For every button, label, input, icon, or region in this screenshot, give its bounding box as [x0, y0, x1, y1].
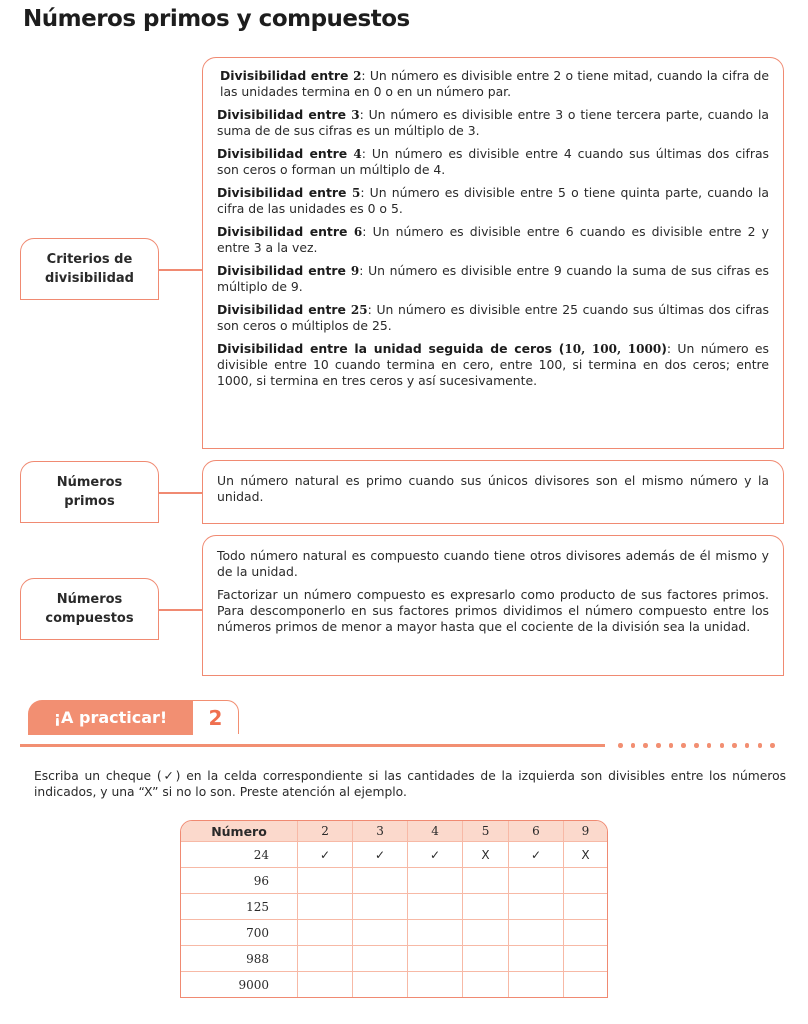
answer-cell: X — [563, 842, 607, 868]
compuestos-connector — [159, 609, 202, 611]
criterio-item: Divisibilidad entre 6: Un número es divisible entre 6 cuando es divisible entre 2 y entre 3 a la vez. — [217, 224, 770, 255]
answer-cell[interactable] — [408, 894, 463, 920]
answer-cell: ✓ — [508, 842, 563, 868]
primos-content-box — [202, 460, 784, 524]
compuestos-label-box — [20, 578, 159, 640]
answer-cell: ✓ — [353, 842, 408, 868]
answer-cell[interactable] — [563, 868, 607, 894]
compuestos-label-line2: compuestos — [45, 611, 134, 626]
answer-cell[interactable] — [463, 894, 509, 920]
answer-cell[interactable] — [353, 894, 408, 920]
answer-cell: ✓ — [408, 842, 463, 868]
answer-cell[interactable] — [563, 920, 607, 946]
answer-cell[interactable] — [508, 868, 563, 894]
answer-cell[interactable] — [563, 972, 607, 998]
compuestos-paragraph: Factorizar un número compuesto es expresarlo como producto de sus factores primos. Para descomponerlo en sus factores primos dividimos el número compuesto entre los números primos de menor a mayor hasta que el cociente de la división sea la unidad. — [217, 587, 769, 634]
primos-definition: Un número natural es primo cuando sus únicos divisores son el mismo número y la unidad. — [217, 473, 769, 504]
table-row — [181, 920, 607, 946]
answer-cell[interactable] — [298, 946, 353, 972]
answer-cell[interactable] — [408, 972, 463, 998]
answer-cell[interactable] — [508, 972, 563, 998]
header-divisor: 4 — [408, 821, 463, 842]
answer-cell[interactable] — [353, 868, 408, 894]
compuestos-paragraph: Todo número natural es compuesto cuando tiene otros divisores además de él mismo y de la unidad. — [217, 548, 769, 579]
practice-instructions: Escriba un cheque (✓) en la celda correspondiente si las cantidades de la izquierda son divisibles entre los números indicados, y una “X” si no lo son. Preste atención al ejemplo. — [34, 769, 786, 799]
answer-cell[interactable] — [463, 868, 509, 894]
header-divisor: 2 — [298, 821, 353, 842]
divisibility-table — [180, 820, 608, 998]
header-divisor: 6 — [508, 821, 563, 842]
answer-cell[interactable] — [298, 972, 353, 998]
primos-connector — [159, 492, 202, 494]
criterio-item: Divisibilidad entre la unidad seguida de ceros (10, 100, 1000): Un número es divisible entre 10 cuando termina en cero, entre 100, si termina en dos ceros; entre 1000, si termina en tres ceros y así sucesivamente. — [217, 341, 769, 388]
criterios-label-line2: divisibilidad — [45, 271, 134, 286]
answer-cell[interactable] — [463, 972, 509, 998]
practice-divider-line — [20, 744, 605, 747]
row-number: 700 — [181, 920, 298, 946]
table-row — [181, 842, 607, 868]
compuestos-label-line1: Números — [56, 592, 123, 607]
criterio-item: Divisibilidad entre 25: Un número es divisible entre 25 cuando sus últimas dos cifras son ceros o múltiplos de 25. — [217, 302, 769, 333]
answer-cell[interactable] — [298, 920, 353, 946]
row-number: 9000 — [181, 972, 298, 998]
answer-cell[interactable] — [408, 920, 463, 946]
row-number: 988 — [181, 946, 298, 972]
table-row — [181, 946, 607, 972]
criterio-item: Divisibilidad entre 5: Un número es divisible entre 5 o tiene quinta parte, cuando la cifra de las unidades es 0 o 5. — [217, 185, 770, 216]
header-numero: Número — [181, 821, 298, 842]
criterio-item: Divisibilidad entre 3: Un número es divisible entre 3 o tiene tercera parte, cuando la suma de de sus cifras es un múltiplo de 3. — [217, 107, 769, 138]
answer-cell[interactable] — [353, 972, 408, 998]
answer-cell[interactable] — [563, 946, 607, 972]
answer-cell[interactable] — [508, 946, 563, 972]
table-row — [181, 972, 607, 998]
answer-cell[interactable] — [463, 920, 509, 946]
table-header-row — [181, 821, 607, 842]
answer-cell[interactable] — [408, 946, 463, 972]
compuestos-content-box — [202, 535, 784, 676]
criterios-connector — [159, 269, 202, 271]
answer-cell[interactable] — [508, 894, 563, 920]
criterio-item: Divisibilidad entre 9: Un número es divisible entre 9 cuando la suma de sus cifras es múltiplo de 9. — [217, 263, 769, 294]
criterio-item: Divisibilidad entre 2: Un número es divisible entre 2 o tiene mitad, cuando la cifra de las unidades termina en 0 o en un número par. — [220, 68, 770, 99]
primos-label-box — [20, 461, 159, 523]
primos-label-line1: Números — [56, 475, 123, 490]
answer-cell[interactable] — [353, 920, 408, 946]
answer-cell: X — [463, 842, 509, 868]
table-row — [181, 894, 607, 920]
answer-cell[interactable] — [298, 894, 353, 920]
practice-number: 2 — [193, 700, 239, 734]
answer-cell[interactable] — [508, 920, 563, 946]
answer-cell[interactable] — [563, 894, 607, 920]
row-number: 125 — [181, 894, 298, 920]
row-number: 24 — [181, 842, 298, 868]
primos-label-line2: primos — [64, 494, 115, 509]
criterios-label-line1: Criterios de — [46, 252, 133, 267]
answer-cell[interactable] — [353, 946, 408, 972]
answer-cell[interactable] — [298, 868, 353, 894]
criterio-item: Divisibilidad entre 4: Un número es divisible entre 4 cuando sus últimas dos cifras son ceros o forman un múltiplo de 4. — [217, 146, 769, 177]
table-row — [181, 868, 607, 894]
page-title: Números primos y compuestos — [23, 6, 410, 32]
header-divisor: 3 — [353, 821, 408, 842]
header-divisor: 5 — [463, 821, 509, 842]
row-number: 96 — [181, 868, 298, 894]
practice-dotted-line — [618, 743, 775, 748]
header-divisor: 9 — [563, 821, 607, 842]
practice-label: ¡A practicar! — [28, 700, 193, 735]
answer-cell: ✓ — [298, 842, 353, 868]
answer-cell[interactable] — [463, 946, 509, 972]
criterios-label-box — [20, 238, 159, 300]
answer-cell[interactable] — [408, 868, 463, 894]
criterios-content-box — [202, 57, 784, 449]
